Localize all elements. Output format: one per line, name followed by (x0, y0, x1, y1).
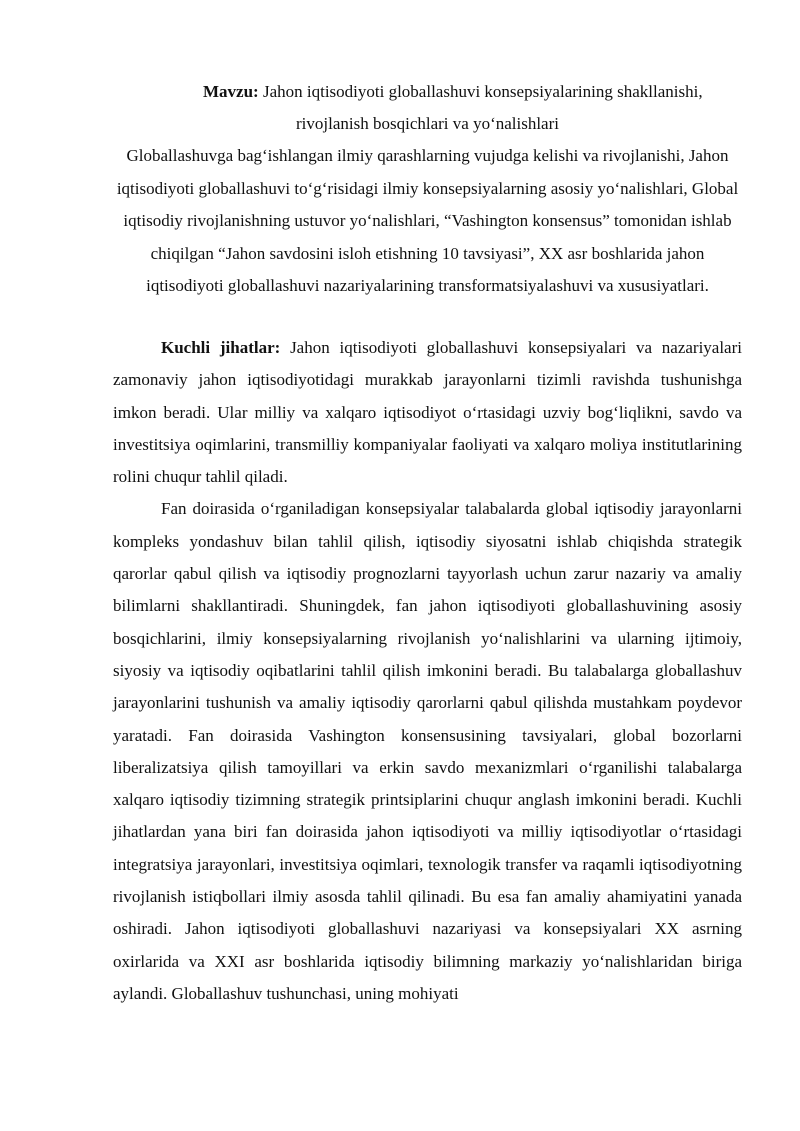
strengths-label: Kuchli jihatlar: (161, 338, 281, 357)
topic-label: Mavzu: (203, 82, 259, 101)
body-text (113, 332, 742, 1010)
topic-heading (113, 76, 742, 140)
topic-title-part-1: Jahon iqtisodiyoti globallashuvi konsepsiyalarining shakllanishi, (262, 82, 703, 101)
paragraph-2: Fan doirasida o‘rganiladigan konsepsiyalar talabalarda global iqtisodiy jarayonlarni kompleks yondashuv bilan tahlil qilish, iqtisodiy siyosatni ishlab chiqishda strategik qarorlar qabul qilish va iqtisodiy prognozlarni tayyorlash uchun zarur nazariy va amaliy bilimlarni shakllantiradi. Shuningdek, fan jahon iqtisodiyoti globallashuvining asosiy bosqichlarini, ilmiy konsepsiyalarning rivojlanish yo‘nalishlarini va ularning ijtimoiy, siyosiy va iqtisodiy oqibatlarini tahlil qilish imkonini beradi. Bu talabalarga globallashuv jarayonlarini tushunish va amaliy iqtisodiy qarorlarni qabul qilishda mustahkam poydevor yaratadi. Fan doirasida Vashington konsensusining tavsiyalari, global bozorlarni liberalizatsiya qilish tamoyillari va erkin savdo mexanizmlari o‘rganilishi talabalarga xalqaro iqtisodiy tizimning strategik printsiplarini chuqur anglash imkonini beradi. Kuchli jihatlardan yana biri fan doirasida jahon iqtisodiyoti va milliy iqtisodiyotlar o‘rtasidagi integratsiya jarayonlari, investitsiya oqimlari, texnologik transfer va raqamli iqtisodiyotning rivojlanish istiqbollari ilmiy asosda tahlil qilinadi. Bu esa fan amaliy ahamiyatini yanada oshiradi. Jahon iqtisodiyoti globallashuvi nazariyasi va konsepsiyalari XX asrning oxirlarida va XXI asr boshlarida iqtisodiy bilimning markaziy yo‘nalishlaridan biriga aylandi. Globallashuv tushunchasi, uning mohiyati (113, 499, 742, 1003)
topic-keywords: Globallashuvga bag‘ishlangan ilmiy qarashlarning vujudga kelishi va rivojlanishi, Jahon iqtisodiyoti globallashuvi to‘g‘risidagi ilmiy konsepsiyalarning asosiy yo‘nalishlari, Global iqtisodiy rivojlanishning ustuvor yo‘nalishlari, “Vashington konsensus” tomonidan ishlab chiqilgan “Jahon savdosini isloh etishning 10 tavsiyasi”, XX asr boshlarida jahon iqtisodiyoti globallashuvi nazariyalarining transformatsiyalashuvi va xususiyatlari. (116, 146, 739, 295)
strengths-paragraph (113, 332, 742, 493)
strengths-text: Jahon iqtisodiyoti globallashuvi konsepsiyalari va nazariyalari zamonaviy jahon iqtisodiyotidagi murakkab jarayonlarni tizimli ravishda tushunishga imkon beradi. Ular milliy va xalqaro iqtisodiyot o‘rtasidagi uzviy bog‘liqlikni, savdo va investitsiya oqimlarini, transmilliy kompaniyalar faoliyati va xalqaro moliya institutlarining rolini chuqur tahlil qiladi. (113, 338, 742, 487)
topic-title-part-2: rivojlanish bosqichlari va yo‘nalishlari (296, 114, 559, 133)
topic-line-1 (113, 76, 742, 108)
